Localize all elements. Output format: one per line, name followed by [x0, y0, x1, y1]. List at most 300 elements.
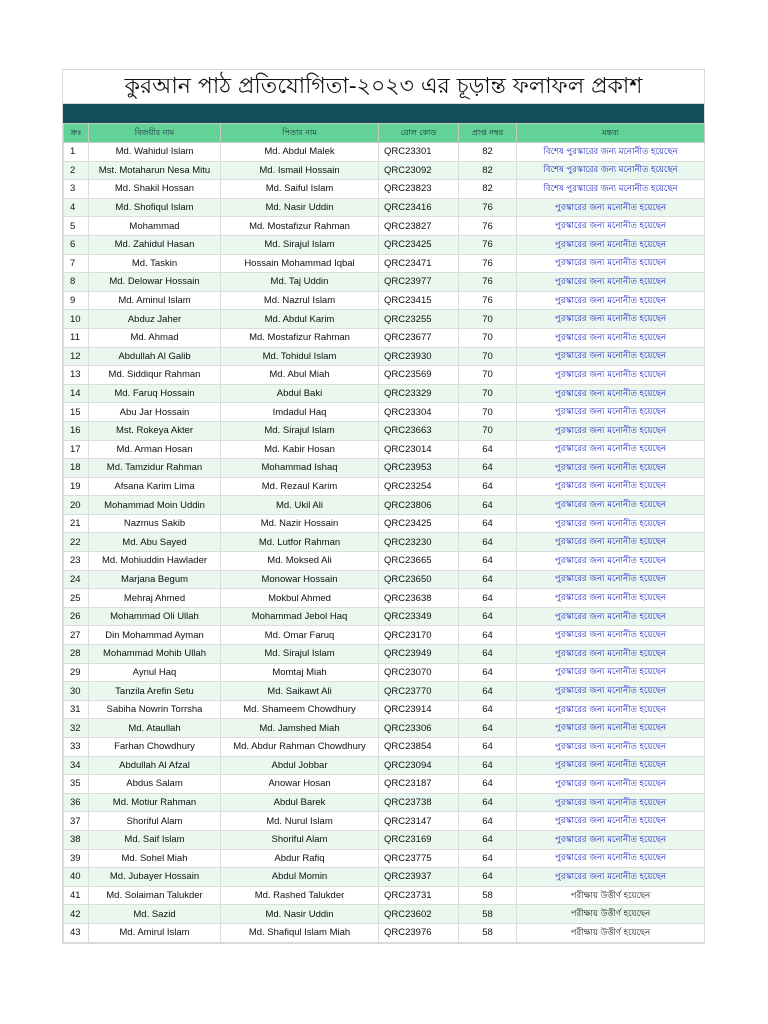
- cell-remark: পুরস্কারের জন্য মনোনীত হয়েছেন: [517, 347, 705, 366]
- cell-serial: 27: [64, 626, 89, 645]
- cell-marks: 64: [459, 459, 517, 478]
- table-row: [64, 254, 705, 273]
- cell-father: Md. Sirajul Islam: [221, 645, 379, 664]
- table-row: [64, 812, 705, 831]
- cell-serial: 41: [64, 886, 89, 905]
- cell-remark: পুরস্কারের জন্য মনোনীত হয়েছেন: [517, 812, 705, 831]
- cell-father: Md. Abul Miah: [221, 366, 379, 385]
- cell-roll-code: QRC23914: [379, 700, 459, 719]
- cell-remark: বিশেষ পুরস্কারের জন্য মনোনীত হয়েছেন: [517, 180, 705, 199]
- table-row: [64, 607, 705, 626]
- cell-name: Md. Ahmad: [89, 328, 221, 347]
- cell-father: Md. Saikawt Ali: [221, 682, 379, 701]
- cell-roll-code: QRC23070: [379, 663, 459, 682]
- cell-marks: 82: [459, 161, 517, 180]
- cell-name: Md. Shakil Hossan: [89, 180, 221, 199]
- cell-name: Abdus Salam: [89, 775, 221, 794]
- cell-father: Imdadul Haq: [221, 403, 379, 422]
- cell-serial: 40: [64, 868, 89, 887]
- cell-marks: 64: [459, 700, 517, 719]
- cell-roll-code: QRC23953: [379, 459, 459, 478]
- cell-serial: 21: [64, 514, 89, 533]
- table-row: [64, 143, 705, 162]
- cell-serial: 10: [64, 310, 89, 329]
- table-row: [64, 366, 705, 385]
- cell-name: Mst. Motaharun Nesa Mitu: [89, 161, 221, 180]
- cell-name: Mst. Rokeya Akter: [89, 421, 221, 440]
- cell-roll-code: QRC23187: [379, 775, 459, 794]
- header-roll-code: রোল কোড: [379, 124, 459, 143]
- cell-remark: পুরস্কারের জন্য মনোনীত হয়েছেন: [517, 849, 705, 868]
- cell-remark: পুরস্কারের জন্য মনোনীত হয়েছেন: [517, 477, 705, 496]
- cell-remark: পুরস্কারের জন্য মনোনীত হয়েছেন: [517, 830, 705, 849]
- cell-roll-code: QRC23854: [379, 738, 459, 757]
- cell-name: Mehraj Ahmed: [89, 589, 221, 608]
- results-table: [63, 123, 705, 943]
- cell-serial: 30: [64, 682, 89, 701]
- table-row: [64, 533, 705, 552]
- cell-name: Md. Amirul Islam: [89, 923, 221, 942]
- cell-roll-code: QRC23665: [379, 552, 459, 571]
- cell-remark: পুরস্কারের জন্য মনোনীত হয়েছেন: [517, 384, 705, 403]
- cell-marks: 64: [459, 719, 517, 738]
- cell-father: Md. Tohidul Islam: [221, 347, 379, 366]
- table-row: [64, 849, 705, 868]
- cell-name: Md. Zahidul Hasan: [89, 235, 221, 254]
- cell-name: Abdullah Al Galib: [89, 347, 221, 366]
- cell-marks: 64: [459, 514, 517, 533]
- cell-remark: পুরস্কারের জন্য মনোনীত হয়েছেন: [517, 719, 705, 738]
- header-serial: ক্রঃ: [64, 124, 89, 143]
- cell-serial: 43: [64, 923, 89, 942]
- cell-marks: 58: [459, 905, 517, 924]
- cell-serial: 2: [64, 161, 89, 180]
- cell-serial: 11: [64, 328, 89, 347]
- cell-father: Hossain Mohammad Iqbal: [221, 254, 379, 273]
- cell-serial: 13: [64, 366, 89, 385]
- cell-roll-code: QRC23775: [379, 849, 459, 868]
- cell-name: Mohammad Moin Uddin: [89, 496, 221, 515]
- cell-serial: 38: [64, 830, 89, 849]
- table-row: [64, 756, 705, 775]
- table-row: [64, 384, 705, 403]
- cell-marks: 64: [459, 533, 517, 552]
- cell-father: Shoriful Alam: [221, 830, 379, 849]
- cell-marks: 70: [459, 384, 517, 403]
- cell-roll-code: QRC23425: [379, 235, 459, 254]
- cell-serial: 35: [64, 775, 89, 794]
- cell-father: Mohammad Ishaq: [221, 459, 379, 478]
- cell-roll-code: QRC23304: [379, 403, 459, 422]
- cell-roll-code: QRC23602: [379, 905, 459, 924]
- cell-name: Abduz Jaher: [89, 310, 221, 329]
- cell-name: Md. Shofiqul Islam: [89, 198, 221, 217]
- cell-father: Md. Nurul Islam: [221, 812, 379, 831]
- cell-roll-code: QRC23147: [379, 812, 459, 831]
- cell-marks: 58: [459, 923, 517, 942]
- cell-remark: পরীক্ষায় উত্তীর্ণ হয়েছেন: [517, 923, 705, 942]
- cell-roll-code: QRC23930: [379, 347, 459, 366]
- cell-roll-code: QRC23638: [379, 589, 459, 608]
- cell-marks: 76: [459, 291, 517, 310]
- cell-roll-code: QRC23094: [379, 756, 459, 775]
- cell-marks: 64: [459, 756, 517, 775]
- cell-name: Md. Faruq Hossain: [89, 384, 221, 403]
- cell-father: Md. Saiful Islam: [221, 180, 379, 199]
- table-row: [64, 273, 705, 292]
- cell-serial: 15: [64, 403, 89, 422]
- table-row: [64, 905, 705, 924]
- cell-remark: পুরস্কারের জন্য মনোনীত হয়েছেন: [517, 607, 705, 626]
- cell-name: Mohammad Oli Ullah: [89, 607, 221, 626]
- cell-name: Md. Sazid: [89, 905, 221, 924]
- cell-marks: 76: [459, 217, 517, 236]
- cell-remark: পুরস্কারের জন্য মনোনীত হয়েছেন: [517, 328, 705, 347]
- cell-remark: পুরস্কারের জন্য মনোনীত হয়েছেন: [517, 291, 705, 310]
- cell-serial: 4: [64, 198, 89, 217]
- cell-roll-code: QRC23301: [379, 143, 459, 162]
- cell-marks: 64: [459, 793, 517, 812]
- cell-serial: 34: [64, 756, 89, 775]
- cell-serial: 28: [64, 645, 89, 664]
- cell-serial: 22: [64, 533, 89, 552]
- cell-serial: 16: [64, 421, 89, 440]
- table-row: [64, 403, 705, 422]
- cell-name: Md. Ataullah: [89, 719, 221, 738]
- table-row: [64, 552, 705, 571]
- cell-remark: পুরস্কারের জন্য মনোনীত হয়েছেন: [517, 738, 705, 757]
- cell-roll-code: QRC23306: [379, 719, 459, 738]
- cell-roll-code: QRC23329: [379, 384, 459, 403]
- cell-father: Md. Lutfor Rahman: [221, 533, 379, 552]
- cell-roll-code: QRC23415: [379, 291, 459, 310]
- cell-marks: 64: [459, 663, 517, 682]
- table-row: [64, 514, 705, 533]
- cell-marks: 64: [459, 812, 517, 831]
- cell-remark: পুরস্কারের জন্য মনোনীত হয়েছেন: [517, 254, 705, 273]
- cell-serial: 29: [64, 663, 89, 682]
- cell-name: Abu Jar Hossain: [89, 403, 221, 422]
- cell-name: Md. Aminul Islam: [89, 291, 221, 310]
- cell-remark: পুরস্কারের জন্য মনোনীত হয়েছেন: [517, 626, 705, 645]
- header-marks: প্রাপ্ত নম্বর: [459, 124, 517, 143]
- cell-remark: পুরস্কারের জন্য মনোনীত হয়েছেন: [517, 198, 705, 217]
- cell-remark: পুরস্কারের জন্য মনোনীত হয়েছেন: [517, 366, 705, 385]
- cell-roll-code: QRC23731: [379, 886, 459, 905]
- header-band: [63, 104, 704, 123]
- cell-remark: পুরস্কারের জন্য মনোনীত হয়েছেন: [517, 552, 705, 571]
- cell-roll-code: QRC23770: [379, 682, 459, 701]
- cell-serial: 33: [64, 738, 89, 757]
- header-remarks: মন্তব্য: [517, 124, 705, 143]
- cell-roll-code: QRC23738: [379, 793, 459, 812]
- table-row: [64, 793, 705, 812]
- cell-father: Md. Mostafizur Rahman: [221, 217, 379, 236]
- cell-marks: 64: [459, 496, 517, 515]
- cell-father: Anowar Hosan: [221, 775, 379, 794]
- cell-name: Md. Tamzidur Rahman: [89, 459, 221, 478]
- cell-father: Md. Abdul Malek: [221, 143, 379, 162]
- cell-marks: 64: [459, 440, 517, 459]
- table-row: [64, 198, 705, 217]
- cell-remark: পুরস্কারের জন্য মনোনীত হয়েছেন: [517, 645, 705, 664]
- cell-remark: পুরস্কারের জন্য মনোনীত হয়েছেন: [517, 663, 705, 682]
- cell-remark: পুরস্কারের জন্য মনোনীত হয়েছেন: [517, 533, 705, 552]
- cell-marks: 64: [459, 830, 517, 849]
- cell-roll-code: QRC23977: [379, 273, 459, 292]
- cell-serial: 42: [64, 905, 89, 924]
- cell-remark: পুরস্কারের জন্য মনোনীত হয়েছেন: [517, 700, 705, 719]
- cell-serial: 37: [64, 812, 89, 831]
- cell-marks: 64: [459, 607, 517, 626]
- cell-remark: বিশেষ পুরস্কারের জন্য মনোনীত হয়েছেন: [517, 143, 705, 162]
- cell-serial: 39: [64, 849, 89, 868]
- cell-remark: পুরস্কারের জন্য মনোনীত হয়েছেন: [517, 793, 705, 812]
- table-row: [64, 421, 705, 440]
- cell-name: Abdullah Al Afzal: [89, 756, 221, 775]
- cell-serial: 8: [64, 273, 89, 292]
- cell-roll-code: QRC23677: [379, 328, 459, 347]
- cell-name: Md. Siddiqur Rahman: [89, 366, 221, 385]
- cell-serial: 6: [64, 235, 89, 254]
- cell-remark: পুরস্কারের জন্য মনোনীত হয়েছেন: [517, 273, 705, 292]
- cell-roll-code: QRC23471: [379, 254, 459, 273]
- table-row: [64, 645, 705, 664]
- cell-remark: বিশেষ পুরস্কারের জন্য মনোনীত হয়েছেন: [517, 161, 705, 180]
- cell-roll-code: QRC23092: [379, 161, 459, 180]
- results-sheet: [62, 69, 705, 944]
- cell-name: Md. Jubayer Hossain: [89, 868, 221, 887]
- cell-roll-code: QRC23663: [379, 421, 459, 440]
- cell-father: Momtaj Miah: [221, 663, 379, 682]
- cell-roll-code: QRC23254: [379, 477, 459, 496]
- cell-roll-code: QRC23569: [379, 366, 459, 385]
- cell-roll-code: QRC23416: [379, 198, 459, 217]
- table-row: [64, 663, 705, 682]
- table-row: [64, 923, 705, 942]
- cell-father: Md. Shafiqul Islam Miah: [221, 923, 379, 942]
- cell-roll-code: QRC23823: [379, 180, 459, 199]
- table-row: [64, 440, 705, 459]
- cell-serial: 14: [64, 384, 89, 403]
- cell-father: Md. Shameem Chowdhury: [221, 700, 379, 719]
- cell-name: Md. Wahidul Islam: [89, 143, 221, 162]
- cell-name: Md. Abu Sayed: [89, 533, 221, 552]
- table-row: [64, 217, 705, 236]
- cell-roll-code: QRC23349: [379, 607, 459, 626]
- cell-serial: 12: [64, 347, 89, 366]
- cell-father: Md. Jamshed Miah: [221, 719, 379, 738]
- cell-father: Md. Nasir Uddin: [221, 905, 379, 924]
- table-row: [64, 235, 705, 254]
- cell-marks: 70: [459, 366, 517, 385]
- cell-marks: 64: [459, 849, 517, 868]
- table-row: [64, 830, 705, 849]
- cell-father: Abdul Jobbar: [221, 756, 379, 775]
- cell-remark: পুরস্কারের জন্য মনোনীত হয়েছেন: [517, 421, 705, 440]
- cell-marks: 64: [459, 738, 517, 757]
- cell-father: Md. Abdul Karim: [221, 310, 379, 329]
- cell-marks: 70: [459, 421, 517, 440]
- cell-roll-code: QRC23425: [379, 514, 459, 533]
- cell-roll-code: QRC23937: [379, 868, 459, 887]
- cell-roll-code: QRC23827: [379, 217, 459, 236]
- cell-remark: পুরস্কারের জন্য মনোনীত হয়েছেন: [517, 235, 705, 254]
- cell-remark: পুরস্কারের জন্য মনোনীত হয়েছেন: [517, 868, 705, 887]
- cell-marks: 82: [459, 180, 517, 199]
- cell-marks: 76: [459, 254, 517, 273]
- table-row: [64, 180, 705, 199]
- table-row: [64, 700, 705, 719]
- cell-serial: 9: [64, 291, 89, 310]
- cell-name: Nazmus Sakib: [89, 514, 221, 533]
- table-row: [64, 477, 705, 496]
- table-row: [64, 328, 705, 347]
- cell-father: Md. Omar Faruq: [221, 626, 379, 645]
- cell-marks: 64: [459, 570, 517, 589]
- cell-name: Md. Taskin: [89, 254, 221, 273]
- cell-remark: পুরস্কারের জন্য মনোনীত হয়েছেন: [517, 496, 705, 515]
- cell-marks: 64: [459, 477, 517, 496]
- table-row: [64, 682, 705, 701]
- cell-remark: পুরস্কারের জন্য মনোনীত হয়েছেন: [517, 403, 705, 422]
- table-row: [64, 570, 705, 589]
- cell-father: Md. Nasir Uddin: [221, 198, 379, 217]
- table-row: [64, 738, 705, 757]
- cell-serial: 26: [64, 607, 89, 626]
- cell-name: Marjana Begum: [89, 570, 221, 589]
- cell-father: Md. Ismail Hossain: [221, 161, 379, 180]
- cell-marks: 64: [459, 645, 517, 664]
- cell-serial: 17: [64, 440, 89, 459]
- cell-marks: 76: [459, 273, 517, 292]
- cell-father: Abdur Rafiq: [221, 849, 379, 868]
- table-row: [64, 775, 705, 794]
- cell-father: Mokbul Ahmed: [221, 589, 379, 608]
- table-row: [64, 310, 705, 329]
- cell-serial: 25: [64, 589, 89, 608]
- cell-marks: 64: [459, 682, 517, 701]
- table-row: [64, 161, 705, 180]
- cell-name: Afsana Karim Lima: [89, 477, 221, 496]
- cell-marks: 76: [459, 235, 517, 254]
- cell-name: Md. Saif Islam: [89, 830, 221, 849]
- cell-roll-code: QRC23976: [379, 923, 459, 942]
- cell-roll-code: QRC23650: [379, 570, 459, 589]
- table-row: [64, 719, 705, 738]
- cell-name: Md. Arman Hosan: [89, 440, 221, 459]
- cell-name: Md. Delowar Hossain: [89, 273, 221, 292]
- cell-name: Mohammad Mohib Ullah: [89, 645, 221, 664]
- cell-remark: পরীক্ষায় উত্তীর্ণ হয়েছেন: [517, 886, 705, 905]
- cell-name: Shoriful Alam: [89, 812, 221, 831]
- cell-name: Tanzila Arefin Setu: [89, 682, 221, 701]
- cell-remark: পুরস্কারের জন্য মনোনীত হয়েছেন: [517, 440, 705, 459]
- cell-marks: 70: [459, 310, 517, 329]
- table-row: [64, 589, 705, 608]
- header-winner-name: বিজয়ীর নাম: [89, 124, 221, 143]
- cell-name: Md. Mohiuddin Hawlader: [89, 552, 221, 571]
- cell-serial: 5: [64, 217, 89, 236]
- cell-father: Abdul Baki: [221, 384, 379, 403]
- cell-remark: পুরস্কারের জন্য মনোনীত হয়েছেন: [517, 756, 705, 775]
- cell-marks: 82: [459, 143, 517, 162]
- cell-marks: 64: [459, 552, 517, 571]
- table-body: [64, 143, 705, 943]
- cell-serial: 1: [64, 143, 89, 162]
- cell-father: Md. Rezaul Karim: [221, 477, 379, 496]
- page-title: কুরআন পাঠ প্রতিযোগিতা-২০২৩ এর চূড়ান্ত ফলাফল প্রকাশ: [63, 70, 704, 104]
- cell-marks: 76: [459, 198, 517, 217]
- cell-serial: 19: [64, 477, 89, 496]
- cell-remark: পুরস্কারের জন্য মনোনীত হয়েছেন: [517, 459, 705, 478]
- cell-remark: পুরস্কারের জন্য মনোনীত হয়েছেন: [517, 682, 705, 701]
- cell-remark: পরীক্ষায় উত্তীর্ণ হয়েছেন: [517, 905, 705, 924]
- table-row: [64, 626, 705, 645]
- cell-father: Md. Moksed Ali: [221, 552, 379, 571]
- cell-remark: পুরস্কারের জন্য মনোনীত হয়েছেন: [517, 514, 705, 533]
- cell-roll-code: QRC23806: [379, 496, 459, 515]
- cell-father: Md. Nazir Hossain: [221, 514, 379, 533]
- cell-father: Abdul Barek: [221, 793, 379, 812]
- cell-father: Md. Rashed Talukder: [221, 886, 379, 905]
- table-row: [64, 868, 705, 887]
- cell-father: Md. Taj Uddin: [221, 273, 379, 292]
- cell-roll-code: QRC23949: [379, 645, 459, 664]
- table-header-row: [64, 124, 705, 143]
- cell-remark: পুরস্কারের জন্য মনোনীত হয়েছেন: [517, 775, 705, 794]
- cell-roll-code: QRC23014: [379, 440, 459, 459]
- cell-serial: 36: [64, 793, 89, 812]
- cell-name: Aynul Haq: [89, 663, 221, 682]
- cell-name: Md. Motiur Rahman: [89, 793, 221, 812]
- cell-name: Farhan Chowdhury: [89, 738, 221, 757]
- cell-serial: 20: [64, 496, 89, 515]
- cell-serial: 3: [64, 180, 89, 199]
- cell-serial: 31: [64, 700, 89, 719]
- table-row: [64, 886, 705, 905]
- cell-remark: পুরস্কারের জন্য মনোনীত হয়েছেন: [517, 589, 705, 608]
- cell-remark: পুরস্কারের জন্য মনোনীত হয়েছেন: [517, 570, 705, 589]
- cell-roll-code: QRC23230: [379, 533, 459, 552]
- cell-father: Monowar Hossain: [221, 570, 379, 589]
- cell-father: Mohammad Jebol Haq: [221, 607, 379, 626]
- cell-marks: 64: [459, 868, 517, 887]
- header-father-name: পিতার নাম: [221, 124, 379, 143]
- cell-marks: 70: [459, 347, 517, 366]
- cell-serial: 23: [64, 552, 89, 571]
- cell-serial: 24: [64, 570, 89, 589]
- cell-name: Md. Sohel Miah: [89, 849, 221, 868]
- table-row: [64, 291, 705, 310]
- cell-serial: 18: [64, 459, 89, 478]
- table-row: [64, 459, 705, 478]
- cell-serial: 7: [64, 254, 89, 273]
- cell-marks: 64: [459, 589, 517, 608]
- cell-father: Md. Mostafizur Rahman: [221, 328, 379, 347]
- cell-father: Md. Sirajul Islam: [221, 421, 379, 440]
- cell-marks: 70: [459, 328, 517, 347]
- cell-father: Md. Abdur Rahman Chowdhury: [221, 738, 379, 757]
- cell-remark: পুরস্কারের জন্য মনোনীত হয়েছেন: [517, 217, 705, 236]
- table-row: [64, 347, 705, 366]
- cell-father: Md. Ukil Ali: [221, 496, 379, 515]
- cell-roll-code: QRC23169: [379, 830, 459, 849]
- cell-roll-code: QRC23170: [379, 626, 459, 645]
- cell-marks: 58: [459, 886, 517, 905]
- cell-father: Md. Nazrul Islam: [221, 291, 379, 310]
- cell-father: Md. Sirajul Islam: [221, 235, 379, 254]
